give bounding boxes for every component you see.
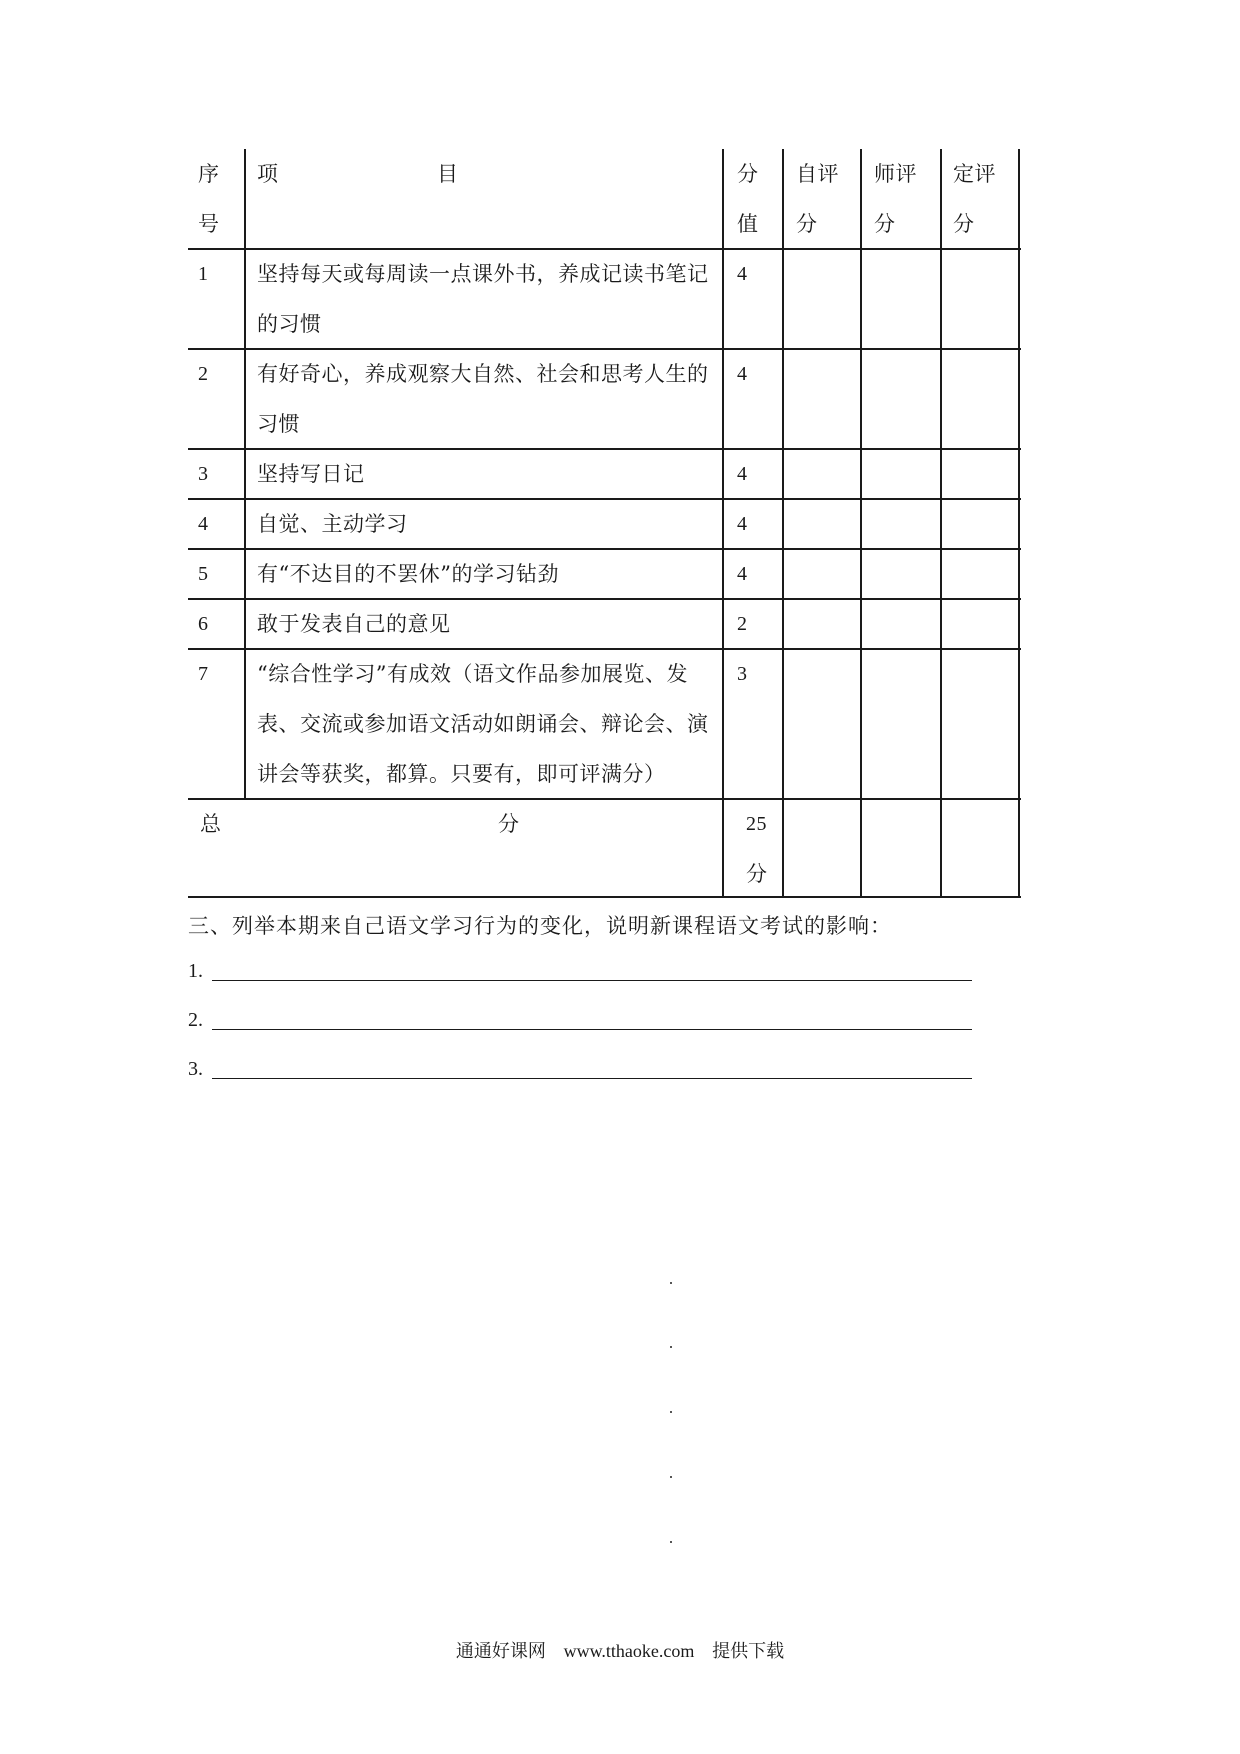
answer-line-number: 3. [188,1058,203,1080]
header-item-b: 目 [437,162,459,186]
row-3-seq: 3 [198,463,209,485]
answer-blank[interactable] [212,1029,972,1030]
page-footer [0,1637,1240,1663]
header-self-eval: 自评 分 [796,162,839,236]
table-rule-vertical [722,149,724,897]
row-3-item: 坚持写日记 [257,462,365,486]
row-7-seq: 7 [198,663,209,685]
table-rule-horizontal [188,798,1021,800]
row-2-item: 有好奇心，养成观察大自然、社会和思考人生的 习惯 [257,362,709,436]
scan-dot [670,1282,672,1284]
header-score: 分 值 [737,162,759,236]
answer-line-3 [188,1053,972,1083]
scan-dot [670,1541,672,1543]
row-7-item: “综合性学习”有成效（语文作品参加展览、发 表、交流或参加语文活动如朗诵会、辩论会、演 讲会等获奖，都算。只要有，即可评满分） [257,662,709,786]
scan-dot [670,1411,672,1413]
evaluation-table [188,149,1021,897]
table-rule-horizontal [188,448,1021,450]
row-3-score: 4 [737,463,748,485]
row-2-score: 4 [737,363,748,385]
table-rule-vertical [940,149,942,897]
row-2-seq: 2 [198,363,209,385]
row-5-seq: 5 [198,563,209,585]
row-6-item: 敢于发表自己的意见 [257,612,451,636]
table-rule-vertical [782,149,784,897]
table-rule-horizontal [188,498,1021,500]
row-4-seq: 4 [198,513,209,535]
table-rule-horizontal [188,548,1021,550]
section-3-title: 三、列举本期来自己语文学习行为的变化，说明新课程语文考试的影响： [188,914,892,938]
total-label-a: 总 [200,812,222,836]
row-5-score: 4 [737,563,748,585]
answer-line-number: 1. [188,960,203,982]
table-rule-horizontal [188,896,1021,898]
answer-blank[interactable] [212,980,972,981]
answer-blank[interactable] [212,1078,972,1079]
row-1-score: 4 [737,263,748,285]
row-4-score: 4 [737,513,748,535]
table-rule-vertical [860,149,862,897]
table-rule-horizontal [188,248,1021,250]
answer-line-number: 2. [188,1009,203,1031]
table-rule-horizontal [188,598,1021,600]
scan-dot [670,1346,672,1348]
row-6-score: 2 [737,613,748,635]
table-rule-horizontal [188,648,1021,650]
row-6-seq: 6 [198,613,209,635]
row-1-item: 坚持每天或每周读一点课外书，养成记读书笔记 的习惯 [257,262,709,336]
footer-url[interactable]: www.tthaoke.com [563,1641,695,1661]
row-4-item: 自觉、主动学习 [257,512,408,536]
answer-line-2 [188,1004,972,1034]
total-label-b: 分 [498,812,520,836]
row-7-score: 3 [737,663,748,685]
answer-line-1 [188,955,972,985]
footer-site-name: 通通好课网 [455,1641,546,1662]
header-seq: 序 号 [198,162,220,236]
table-rule-vertical [244,149,246,799]
table-rule-horizontal [188,348,1021,350]
footer-suffix: 提供下载 [712,1641,785,1662]
scan-dot [670,1476,672,1478]
row-5-item: 有“不达目的不罢休”的学习钻劲 [257,562,559,586]
header-final-eval: 定评 分 [953,162,996,236]
header-item-a: 项 [257,162,279,186]
total-score: 25 分 [746,813,768,886]
header-teacher-eval: 师评 分 [874,162,917,236]
row-1-seq: 1 [198,263,209,285]
table-rule-vertical [1018,149,1020,897]
